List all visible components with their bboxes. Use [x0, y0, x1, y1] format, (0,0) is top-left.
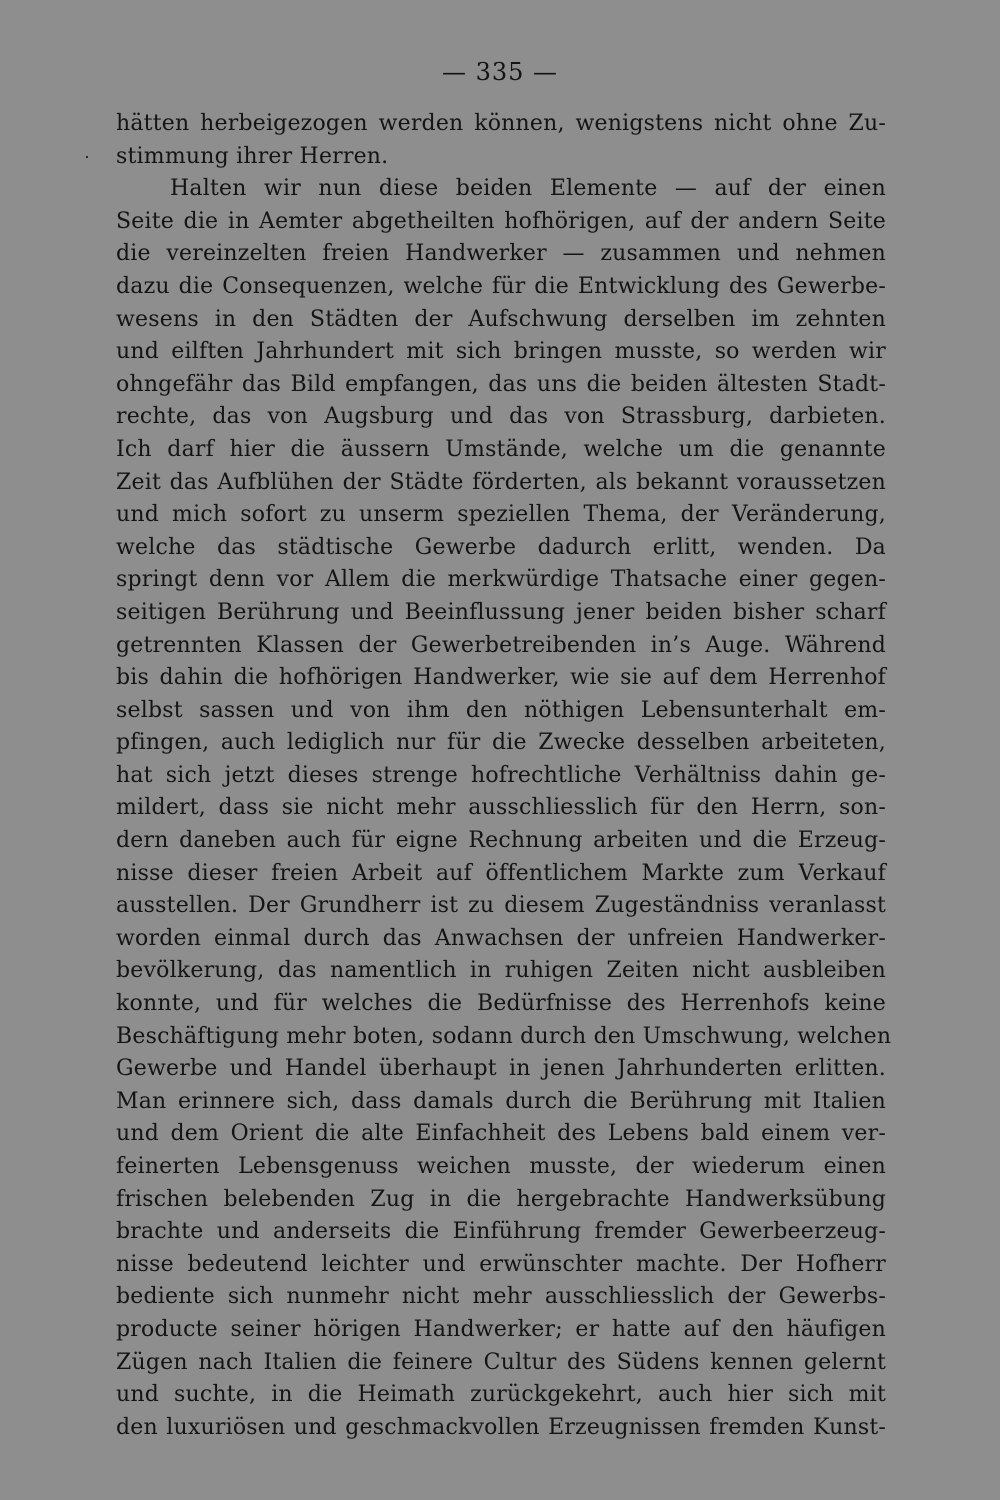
text-line: Man erinnere sich, dass damals durch die Berührung mit Italien — [116, 1088, 886, 1114]
text-line: Beschäftigung mehr boten, sodann durch den Umschwung, welchen — [116, 1023, 892, 1049]
text-line: und eilften Jahrhundert mit sich bringen musste, so werden wir — [116, 339, 886, 365]
text-line: ohngefähr das Bild empfangen, das uns die beiden ältesten Stadt- — [116, 371, 886, 397]
text-line: ausstellen. Der Grundherr ist zu diesem Zugeständniss veranlasst — [116, 893, 886, 919]
text-line: die vereinzelten freien Handwerker — zusammen und nehmen — [116, 241, 886, 267]
text-line: dazu die Consequenzen, welche für die Entwicklung des Gewerbe- — [116, 273, 886, 299]
text-line: hätten herbeigezogen werden können, wenigstens nicht ohne Zu- — [116, 111, 886, 136]
text-line: springt denn vor Allem die merkwürdige Thatsache einer gegen- — [116, 567, 886, 593]
text-line: Ich darf hier die äussern Umstände, welche um die genannte — [116, 436, 886, 462]
text-line: nisse bedeutend leichter und erwünschter machte. Der Hofherr — [116, 1251, 886, 1277]
text-line: bevölkerung, das namentlich in ruhigen Zeiten nicht ausbleiben — [116, 958, 886, 984]
print-speck — [86, 156, 88, 158]
text-line: wesens in den Städten der Aufschwung derselben im zehnten — [116, 306, 886, 332]
text-line: Seite die in Aemter abgetheilten hofhörigen, auf der andern Seite — [116, 208, 886, 234]
text-line: Gewerbe und Handel überhaupt in jenen Jahrhunderten erlitten. — [116, 1056, 886, 1082]
text-line: producte seiner hörigen Handwerker; er hatte auf den häufigen — [116, 1316, 886, 1342]
text-line: worden einmal durch das Anwachsen der unfreien Handwerker- — [116, 925, 886, 951]
text-line: mildert, dass sie nicht mehr ausschliesslich für den Herrn, son- — [116, 795, 886, 821]
text-line: hat sich jetzt dieses strenge hofrechtliche Verhältniss dahin ge- — [116, 762, 886, 788]
text-line: bis dahin die hofhörigen Handwerker, wie sie auf dem Herrenhof — [116, 665, 886, 691]
text-line: frischen belebenden Zug in die hergebrachte Handwerksübung — [116, 1186, 886, 1212]
text-line: feinerten Lebensgenuss weichen musste, der wiederum einen — [116, 1154, 886, 1179]
text-line: stimmung ihrer Herren. — [116, 143, 389, 169]
text-line: getrennten Klassen der Gewerbetreibenden in’s Auge. Während — [116, 632, 886, 658]
text-line: welche das städtische Gewerbe dadurch erlitt, wenden. Da — [116, 534, 886, 560]
page-number: — 335 — — [441, 58, 559, 86]
text-line: rechte, das von Augsburg und das von Strassburg, darbieten. — [116, 404, 886, 430]
text-line: brachte und anderseits die Einführung fremder Gewerbeerzeug- — [116, 1219, 886, 1245]
text-line: seitigen Berührung und Beeinflussung jener beiden bisher scharf — [116, 599, 886, 625]
text-line: Zeit das Aufblühen der Städte förderten, als bekannt voraussetzen — [116, 469, 886, 495]
text-line: nisse dieser freien Arbeit auf öffentlichem Markte zum Verkauf — [116, 860, 886, 886]
body-text — [116, 108, 892, 1444]
text-line: den luxuriösen und geschmackvollen Erzeugnissen fremden Kunst- — [116, 1414, 886, 1440]
text-line: und suchte, in die Heimath zurückgekehrt, auch hier sich mit — [116, 1382, 886, 1408]
text-line: konnte, und für welches die Bedürfnisse des Herrenhofs keine — [116, 991, 886, 1017]
text-line: Zügen nach Italien die feinere Cultur des Südens kennen gelernt — [116, 1349, 886, 1375]
text-line: und dem Orient die alte Einfachheit des Lebens bald einem ver- — [116, 1121, 886, 1147]
text-line: selbst sassen und von ihm den nöthigen Lebensunterhalt em- — [116, 697, 886, 723]
text-line: pfingen, auch lediglich nur für die Zwecke desselben arbeiteten, — [116, 730, 886, 756]
text-line: und mich sofort zu unserm speziellen Thema, der Veränderung, — [116, 502, 886, 528]
text-line: bediente sich nunmehr nicht mehr ausschliesslich der Gewerbs- — [116, 1284, 886, 1310]
text-line: Halten wir nun diese beiden Elemente — auf der einen — [170, 176, 886, 202]
text-line: dern daneben auch für eigne Rechnung arbeiten und die Erzeug- — [116, 828, 886, 854]
